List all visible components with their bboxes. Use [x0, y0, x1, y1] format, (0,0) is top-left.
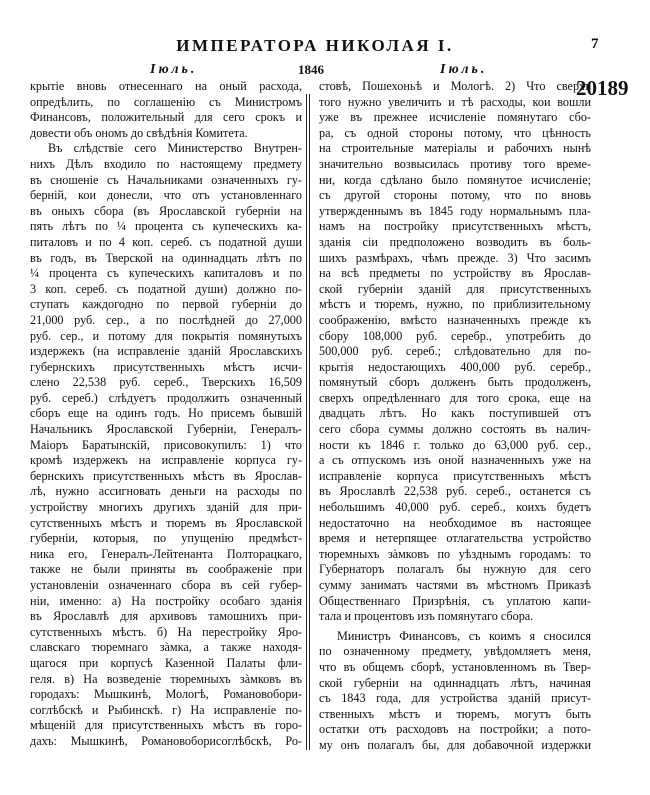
page-title: ИМПЕРАТОРА НИКОЛАЯ I.	[176, 36, 454, 55]
text-line: недостаточно на необходимое въ настоящее	[319, 515, 591, 530]
text-line: крытіе вновь отнесеннаго на оный расхода,	[30, 79, 302, 93]
text-line: двадцать лѣтъ. Но какъ поступившей отъ	[319, 406, 591, 421]
text-line: сутственныхъ мѣстъ и тюремъ въ Ярославской	[30, 515, 302, 530]
text-line: устройству многихъ другихъ зданій для при-	[30, 500, 302, 515]
document-number: 20189	[576, 76, 629, 100]
text-line: мѣщеній для присутственныхъ мѣстъ въ горо-	[30, 718, 302, 733]
text-line: довести объ ономъ до свѣдѣнія Комитета.	[30, 125, 248, 140]
text-line: мѣстъ и тюремъ, нужно, по приблизительному	[319, 297, 591, 312]
text-line: на всѣ предметы по устройству въ Ярослав-	[319, 266, 591, 281]
text-line: по означенному предмету, увѣдомляетъ меня,	[319, 644, 591, 659]
text-line: щагося при корпусѣ Казенной Палаты фли-	[30, 655, 302, 670]
text-line: губернскихъ присутственныхъ мѣстъ исчи-	[30, 359, 302, 374]
text-line: тала и процентовъ изъ помянутаго сбора.	[319, 609, 534, 624]
text-line: остатки отъ расходовъ на постройки; а пото-	[319, 722, 591, 737]
running-head-month-right: Іюль.	[440, 62, 488, 77]
text-line: ской губерніи зданій для присутственныхъ	[319, 281, 591, 296]
text-line: Общественнаго Призрѣнія, съ уплатою капи-	[319, 593, 591, 608]
text-line: Въ слѣдствіе сего Министерство Внутрен-	[48, 141, 302, 156]
text-line: съ 1843 года, для устройства зданій присут-	[319, 691, 591, 706]
text-line: бернскихъ присутственныхъ мѣстъ въ Ярослав-	[30, 468, 302, 483]
text-line: сутственныхъ мѣстъ. б) На перестройку Яро-	[30, 624, 302, 639]
text-line: соображенію, вмѣсто назначенныхъ прежде къ	[319, 312, 591, 327]
text-line: издержекъ (на исправленіе зданій Ярославскихъ	[30, 344, 302, 359]
text-line: Губернаторъ полагалъ бы нужную для сего	[319, 562, 591, 577]
text-line: сверхъ опредѣленнаго для того срока, еще на	[319, 390, 591, 405]
text-line: въ Ярославлѣ 22,538 руб. сереб., останется съ	[319, 484, 591, 499]
right-column	[319, 79, 591, 754]
text-line: 500,000 руб. сереб.; слѣдовательно для по-	[319, 344, 591, 359]
text-line: геля. в) На возведеніе тюремныхъ зàмковъ въ	[30, 671, 302, 686]
text-line: ни, когда сдѣлано было помянутое исчисленіе;	[319, 172, 591, 187]
text-line: въ Ярославлѣ для архивовъ тамошнихъ при-	[30, 609, 302, 624]
text-line: намъ на постройку присутственныхъ мѣстъ,	[319, 219, 591, 234]
text-line: шихъ размѣрахъ, чѣмъ прежде. 3) Что засимъ	[319, 250, 591, 265]
text-line: сбору 108,000 руб. серебр., употребить до	[319, 328, 591, 343]
text-line: берній, кои донесли, что отъ установленнаго	[30, 188, 302, 203]
text-line: въ сношеніе съ Начальниками означенныхъ гу-	[30, 172, 302, 187]
text-line: Министръ Финансовъ, съ коимъ я сносился	[337, 628, 591, 643]
column-divider	[306, 94, 310, 750]
text-line: питаловъ и по 4 коп. сереб. съ податной души	[30, 234, 302, 249]
text-line: ¼ процента съ купеческихъ капиталовъ и по	[30, 266, 302, 281]
text-line: ской губерніи на одиннадцать лѣтъ, начиная	[319, 675, 591, 690]
left-column	[30, 79, 302, 750]
text-line: сборъ еще на одинъ годъ. Но присемъ бывшій	[30, 406, 302, 421]
text-line: небольшимъ 40,000 руб. сереб., коихъ будетъ	[319, 500, 591, 515]
text-line: нихъ Дѣлъ входило по настоящему предмету	[30, 156, 302, 171]
text-line: губерніи, которыя, по упущенію предмѣст-	[30, 531, 302, 546]
text-line: Начальникъ Ярославской Губерніи, Генералъ-	[30, 422, 302, 437]
text-line: слено 22,538 руб. сереб., Тверскихъ 16,509	[30, 375, 302, 390]
text-line: ніи, именно: а) На постройку особаго зданія	[30, 593, 302, 608]
text-line: время и нетерпящее отлагательства устройство	[319, 531, 591, 546]
text-line: зданія сіи предположено возводить въ боль-	[319, 234, 591, 249]
text-line: а съ отпускомъ изъ оной назначенныхъ уже на	[319, 453, 591, 468]
text-line: тюремныхъ зàмковъ по уѣзднымъ городамъ: то	[319, 546, 591, 561]
text-line: стовѣ, Пошехоньѣ и Мологѣ. 2) Что сверхъ	[319, 79, 591, 93]
text-line: въ годъ, въ Тверской на одиннадцать лѣтъ по	[30, 250, 302, 265]
text-line: что въ общемъ сборѣ, установленномъ въ Твер-	[319, 659, 591, 674]
text-line: опредѣлить, по соглашенію съ Министромъ	[30, 94, 302, 109]
text-line: руб. сер., и потому для покрытія помянутыхъ	[30, 328, 302, 343]
text-line: кромѣ издержекъ на исправленіе корпуса гу-	[30, 453, 302, 468]
text-line: Финансовъ, положительный для сего срокъ и	[30, 110, 302, 125]
text-line: ступать каждогодно по первой губерніи до	[30, 297, 302, 312]
text-line: того нужно увеличить и тѣ расходы, кои вошли	[319, 94, 591, 109]
text-line: сего сбора суммы должно состоять въ налич-	[319, 422, 591, 437]
running-head-month-left: Іюль.	[150, 62, 198, 77]
text-line: уже въ прежнее исчисленіе помянутаго сбо-	[319, 110, 591, 125]
text-line: въ оныхъ сбора (въ Ярославской губерніи на	[30, 203, 302, 218]
running-head-year: 1846	[298, 62, 324, 77]
page-number: 7	[591, 36, 599, 52]
text-line: ника его, Генералъ-Лейтенанта Полторацкаго,	[30, 546, 302, 561]
text-line: установленіи означеннаго сбора въ сей губер-	[30, 578, 302, 592]
text-line: дахъ: Мышкинѣ, Романовоборисоглѣбскѣ, Ро-	[30, 733, 302, 748]
text-line: Маіоръ Баратынскій, присовокупилъ: 1) что	[30, 437, 302, 452]
text-line: утвержденнымъ въ 1845 году нормальнымъ пла-	[319, 203, 591, 218]
text-line: ра, съ одной стороны потому, что цѣнность	[319, 125, 591, 140]
text-line: славскаго тюремнаго зàмка, а также находя-	[30, 640, 302, 655]
text-line: городахъ: Мышкинѣ, Мологѣ, Романовобори-	[30, 687, 302, 702]
text-line: 3 коп. сереб. съ податной души) должно по-	[30, 281, 302, 296]
text-line: пять лѣтъ по ¼ процента съ купеческихъ ка-	[30, 219, 302, 234]
text-line: ности къ 1846 г. только до 63,000 руб. сер.,	[319, 437, 591, 452]
text-line: помянутый сборъ долженъ быть продолженъ,	[319, 375, 591, 390]
text-line: лѣ, нужно ассигновать деньги на расходы по	[30, 484, 302, 499]
text-line: му онъ полагалъ бы, для добавочной издержки	[319, 737, 591, 752]
text-line: исправленіе корпуса присутственныхъ мѣстъ	[319, 468, 591, 483]
text-line: съ другой стороны потому, что по вновь	[319, 188, 591, 203]
text-line: сумму занимать частями въ мѣстномъ Приказѣ	[319, 578, 591, 592]
text-line: ственныхъ мѣстъ и тюремъ, могутъ быть	[319, 706, 591, 721]
text-line: 21,000 руб. сер., а по послѣдней до 27,000	[30, 312, 302, 327]
text-line: крытія недостающихъ 400,000 руб. серебр.,	[319, 359, 591, 374]
text-line: также не были приняты въ соображеніе при	[30, 562, 302, 577]
text-line: на строительные матеріалы и рабочихъ нынѣ	[319, 141, 591, 156]
text-line: руб. сереб.) слѣдуетъ продолжить означенный	[30, 390, 302, 405]
text-line: соглѣбскѣ и Рыбинскѣ. г) На исправленіе по-	[30, 702, 302, 717]
text-line: значительно возвысилась противу того време-	[319, 156, 591, 171]
